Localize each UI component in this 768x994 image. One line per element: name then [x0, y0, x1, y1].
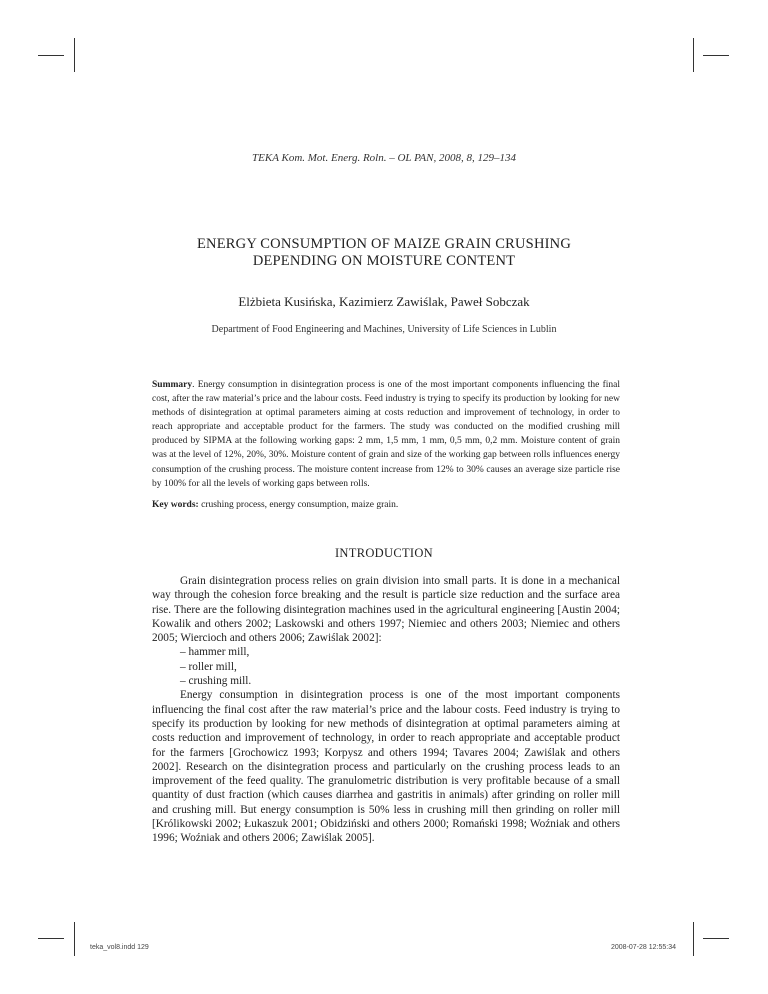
keywords-text: crushing process, energy consumption, maize grain. [198, 500, 399, 510]
keywords [152, 500, 620, 510]
footer-filename: teka_vol8.indd 129 [90, 944, 149, 951]
paragraph: Grain disintegration process relies on grain division into small parts. It is done in a mechanical way through the cohesion force breaking and the result is particle size reduction and the surface area rise. There are the following disintegration machines used in the agricultural engineering [Austin 2004; Kowalik and others 2002; Laskowski and others 1997; Niemiec and others 2003; Niemiec and others 2005; Wiercioch and others 2006; Zawiślak 2002]: [152, 575, 620, 645]
title-line-1: ENERGY CONSUMPTION OF MAIZE GRAIN CRUSHING [196, 236, 571, 252]
crop-mark [38, 55, 64, 56]
keywords-label: Key words: [152, 500, 199, 510]
section-heading-introduction: INTRODUCTION [334, 546, 434, 560]
introduction-body [152, 574, 620, 846]
crop-mark [74, 922, 75, 956]
crop-mark [74, 38, 75, 72]
summary [152, 378, 620, 491]
crop-mark [38, 938, 64, 939]
title-line-2: DEPENDING ON MOISTURE CONTENT [252, 253, 516, 269]
footer-timestamp: 2008-07-28 12:55:34 [611, 944, 676, 951]
summary-text: . Energy consumption in disintegration process is one of the most important components influencing the final cost, after the raw material’s price and the labour costs. Feed industry is trying to specify its production by looking for new methods of disintegration at optimal parameters aiming at costs reduction and improvement of technology, in order to reach appropriate and acceptable product for the farmers. The study was conducted on the modified crushing mill produced by SIPMA at the following working gaps: 2 mm, 1,5 mm, 1 mm, 0,5 mm, 0,2 mm. Moisture content of grain was at the level of 12%, 20%, 30%. Moisture content of grain and size of the working gap between rolls influences energy consumption of the crushing process. The moisture content increase from 12% to 30% causes an average size particle rise by 100% for all the levels of working gaps between rolls. [152, 380, 620, 489]
list-item: – roller mill, [180, 660, 237, 673]
list-item: – hammer mill, [180, 646, 250, 659]
paragraph: Energy consumption in disintegration process is one of the most important components influencing the final cost after the raw material’s price and the labour costs. Feed industry is trying to specify its production by looking for new methods of disintegration at optimal parameters aiming at costs reduction and improvement of technology, in order to reach appropriate and acceptable product for the farmers [Grochowicz 1993; Korpysz and others 1994; Tavares 2004; Zawiślak and others 2002]. Research on the disintegration process and particularly on the crushing process leads to an improvement of the feed quality. The granulometric distribution is very profitable because of a small quantity of dust fraction (which causes diarrhea and gastritis in animals) after grinding on roller mill and crushing mill. But energy consumption is 50% less in crushing mill then grinding on roller mill [Królikowski 2002; Łukaszuk 2001; Obidziński and others 2000; Romański 1998; Woźniak and others 1996; Woźniak and others 2006; Zawiślak 2005]. [152, 689, 620, 845]
crop-mark [703, 938, 729, 939]
authors: Elżbieta Kusińska, Kazimierz Zawiślak, Paweł Sobczak [238, 294, 530, 309]
crop-mark [693, 922, 694, 956]
machine-list [152, 645, 620, 688]
affiliation: Department of Food Engineering and Machines, University of Life Sciences in Lublin [211, 324, 557, 335]
crop-mark [693, 38, 694, 72]
list-item: – crushing mill. [180, 675, 252, 688]
summary-label: Summary [152, 380, 193, 390]
crop-mark [703, 55, 729, 56]
journal-header: TEKA Kom. Mot. Energ. Roln. – OL PAN, 2008, 8, 129–134 [252, 152, 516, 164]
paper-title [0, 236, 768, 270]
